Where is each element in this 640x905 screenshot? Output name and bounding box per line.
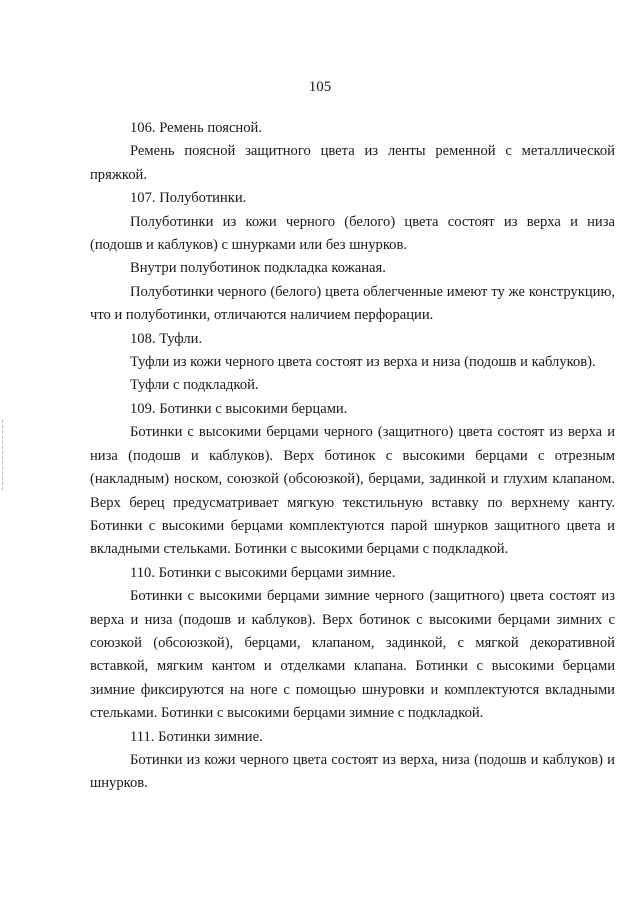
- paragraph-low-shoes: Полуботинки из кожи черного (белого) цвета состоят из верха и низа (подошв и каблуков) с шнурками или без шнурков.: [90, 213, 615, 254]
- paragraph-low-shoes-lining: Внутри полуботинок подкладка кожаная.: [130, 260, 386, 277]
- section-heading-108: 108. Туфли.: [130, 330, 203, 347]
- paragraph-shoes-lining: Туфли с подкладкой.: [130, 377, 259, 394]
- paragraph-low-shoes-light: Полуботинки черного (белого) цвета облегченные имеют ту же конструкцию, что и полуботинки, отличаются наличием перфорации.: [90, 283, 615, 324]
- section-heading-107: 107. Полуботинки.: [130, 190, 247, 207]
- page-number: 105: [308, 79, 332, 95]
- section-heading-111: 111. Ботинки зимние.: [130, 728, 263, 745]
- scan-edge-marks: [2, 420, 5, 490]
- section-heading-109: 109. Ботинки с высокими берцами.: [130, 400, 348, 417]
- paragraph-belt: Ремень поясной защитного цвета из ленты ременной с металлической пряжкой.: [90, 143, 615, 183]
- paragraph-high-boots: Ботинки с высокими берцами черного (защитного) цвета состоят из верха и низа (подошв и каблуков). Верх ботинок с высокими берцами с отрезным (накладным) носком, союзкой (обсоюзкой), берцами, задинкой и глухим клапаном. Верх берец предусматривает мягкую текстильную вставку по верхнему канту. Ботинки с высокими берцами комплектуются парой шнурков защитного цвета и вкладными стельками. Ботинки с высокими берцами с подкладкой.: [90, 424, 615, 558]
- section-heading-110: 110. Ботинки с высокими берцами зимние.: [130, 564, 396, 581]
- paragraph-high-boots-winter: Ботинки с высокими берцами зимние черного (защитного) цвета состоят из верха и низа (подошв и каблуков). Верх ботинок с высокими берцами зимних с союзкой (обсоюзкой), берцами, клапаном, задинкой, с мягкой декоративной вставкой, мягким кантом и отделками клапана. Ботинки с высокими берцами зимние фиксируются на ноге с помощью шнуровки и комплектуются вкладными стельками. Ботинки с высокими берцами зимние с подкладкой.: [90, 588, 615, 722]
- paragraph-shoes: Туфли из кожи черного цвета состоят из верха и низа (подошв и каблуков).: [130, 354, 596, 371]
- paragraph-winter-boots: Ботинки из кожи черного цвета состоят из верха, низа (подошв и каблуков) и шнурков.: [90, 751, 615, 792]
- document-body: [90, 117, 615, 796]
- section-heading-106: 106. Ремень поясной.: [130, 120, 262, 136]
